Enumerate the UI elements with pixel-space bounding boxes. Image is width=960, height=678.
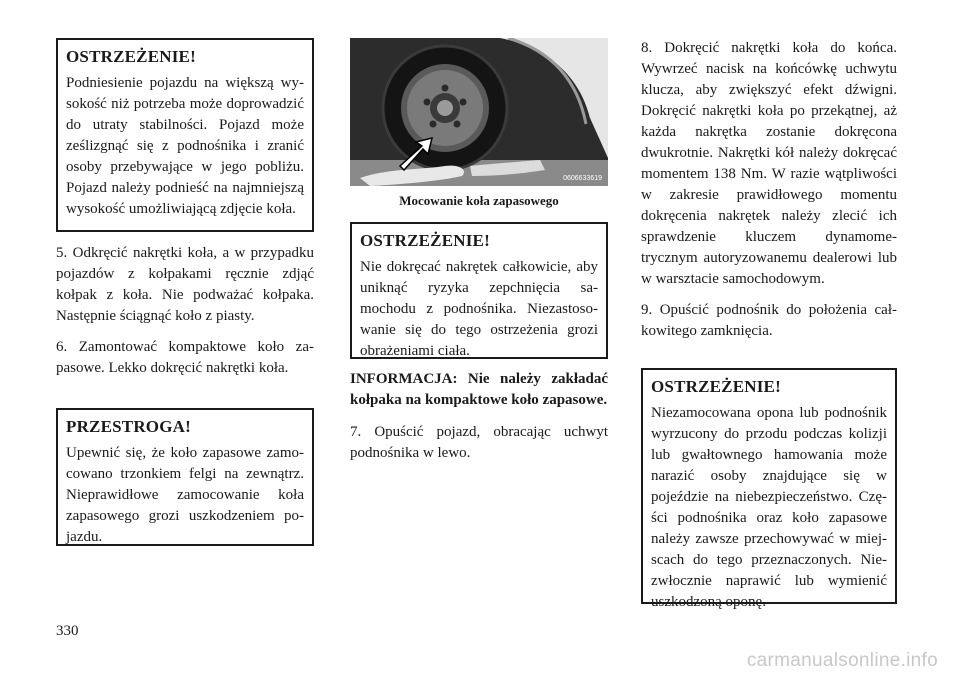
spare-wheel-illustration	[350, 38, 608, 186]
step-5-text: 5. Odkręcić nakrętki koła, a w przypadku pojazdów z kołpakami ręcznie zdjąć kołpak z koła. Nie podważać kołpaka. Następnie ściągnąć koło z piasty.	[56, 245, 314, 324]
caution-title: PRZESTROGA!	[66, 417, 191, 436]
warning-text: Nie dokręcać nakrętek całkowicie, aby uniknąć ryzyka zepchnięcia samochodu z podnośnika. Niezastosowanie się do tego ostrzeżenia grozi obrażeniami ciała.	[360, 259, 598, 359]
step-6-text: 6. Zamontować kompaktowe koło zapasowe. Lekko dokręcić nakrętki koła.	[56, 339, 314, 376]
step-9-text: 9. Opuścić podnośnik do położenia całkowitego zamknięcia.	[641, 302, 897, 339]
caution-text: Upewnić się, że koło zapasowe zamocowano trzonkiem felgi na zewnątrz. Nieprawidłowe zamocowanie koła zapasowego grozi uszkodzeniem pojazdu.	[66, 445, 304, 545]
step-8-text: 8. Dokręcić nakrętki koła do końca. Wywrzeć nacisk na końcówkę uchwytu klucza, aby zwiększyć efekt dźwigni. Dokręcić nakrętki koła po przekątnej, aż każda nakrętka zostanie dokręcona dwukrotnie. Nakrętki kół należy dokręcać momentem 138 Nm. W razie wątpliwości w zakresie prawidłowego momentu dokręcenia nakrętek należy zlecić ich sprawdzenie kluczem dynamometrycznym autoryzowanemu dealerowi lub w warsztacie samochodowym.	[641, 40, 897, 287]
warning-title: OSTRZEŻENIE!	[360, 231, 490, 250]
watermark: carmanualsonline.info	[746, 650, 938, 671]
step-7-text: 7. Opuścić pojazd, obracając uchwyt podnośnika w lewo.	[350, 424, 608, 461]
warning-title: OSTRZEŻENIE!	[651, 377, 781, 396]
warning-text: Niezamocowana opona lub podnośnik wyrzucony do przodu podczas kolizji lub gwałtownego hamowania może narazić osoby znajdujące się w pojeździe na niebezpieczeństwo. Części podnośnika oraz koło zapasowe należy zawsze przechowywać w miejscach do tego przeznaczonych. Niezwłocznie naprawić lub wymienić uszkodzoną oponę.	[651, 405, 887, 610]
figure-code: 0606633619	[563, 175, 602, 182]
info-note: INFORMACJA: Nie należy zakładać kołpaka na kompaktowe koło zapasowe.	[350, 371, 608, 408]
caution-box-spare-mounting	[56, 408, 314, 546]
spare-wheel-mounting-photo	[350, 38, 608, 186]
right-column	[641, 38, 897, 610]
warning-title: OSTRZEŻENIE!	[66, 47, 196, 66]
middle-column	[350, 38, 608, 464]
warning-box-storage	[641, 368, 897, 610]
figure-caption: Mocowanie koła zapasowego	[399, 193, 559, 208]
warning-box-lift-height	[56, 38, 314, 232]
left-column	[56, 38, 314, 546]
warning-box-lug-nuts	[350, 222, 608, 359]
warning-text: Podniesienie pojazdu na większą wysokość niż potrzeba może doprowadzić do utraty stabilności. Pojazd może ześlizgnąć się z podnośnika i zranić osoby przebywające w jego pobliżu. Pojazd należy podnieść na najmniejszą wysokość umożliwiającą zdjęcie koła.	[66, 75, 304, 217]
page-number: 330	[56, 623, 79, 639]
